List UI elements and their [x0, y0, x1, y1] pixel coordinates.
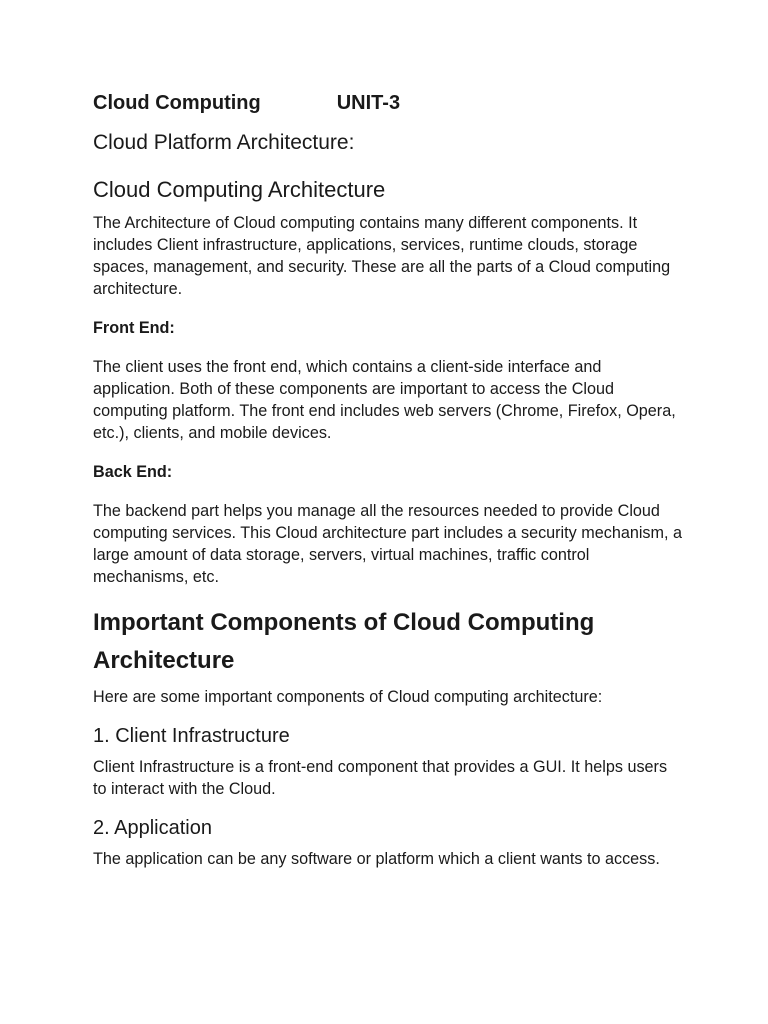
unit-label: UNIT-3 [336, 92, 401, 114]
component-title-application: 2. Application [93, 817, 212, 839]
back-end-paragraph: The backend part helps you manage all the resources needed to provide Cloud computing services. This Cloud architecture part includes a security mechanism, a large amount of data storage, servers, virtual machines, traffic control mechanisms, etc. [93, 502, 683, 586]
component-title-client-infrastructure: 1. Client Infrastructure [93, 725, 290, 747]
front-end-paragraph: The client uses the front end, which contains a client-side interface and application. Both of these components are important to access the Cloud computing platform. The front end includes web servers (Chrome, Firefox, Opera, etc.), clients, and mobile devices. [93, 358, 676, 442]
document-page [93, 88, 683, 870]
intro-paragraph: The Architecture of Cloud computing contains many different components. It includes Client infrastructure, applications, services, runtime clouds, storage spaces, management, and security. These are all the parts of a Cloud computing architecture. [93, 214, 671, 298]
components-intro: Here are some important components of Cloud computing architecture: [93, 688, 603, 706]
back-end-label: Back End: [93, 463, 173, 481]
front-end-label: Front End: [93, 319, 175, 337]
architecture-heading: Cloud Computing Architecture [93, 177, 386, 202]
subject-title: Cloud Computing [93, 92, 261, 114]
platform-heading: Cloud Platform Architecture: [93, 131, 355, 154]
component-text-application: The application can be any software or platform which a client wants to access. [93, 850, 660, 868]
components-heading: Important Components of Cloud Computing Architecture [93, 609, 595, 674]
document-header [93, 88, 683, 118]
component-text-client-infrastructure: Client Infrastructure is a front-end component that provides a GUI. It helps users to interact with the Cloud. [93, 758, 668, 798]
